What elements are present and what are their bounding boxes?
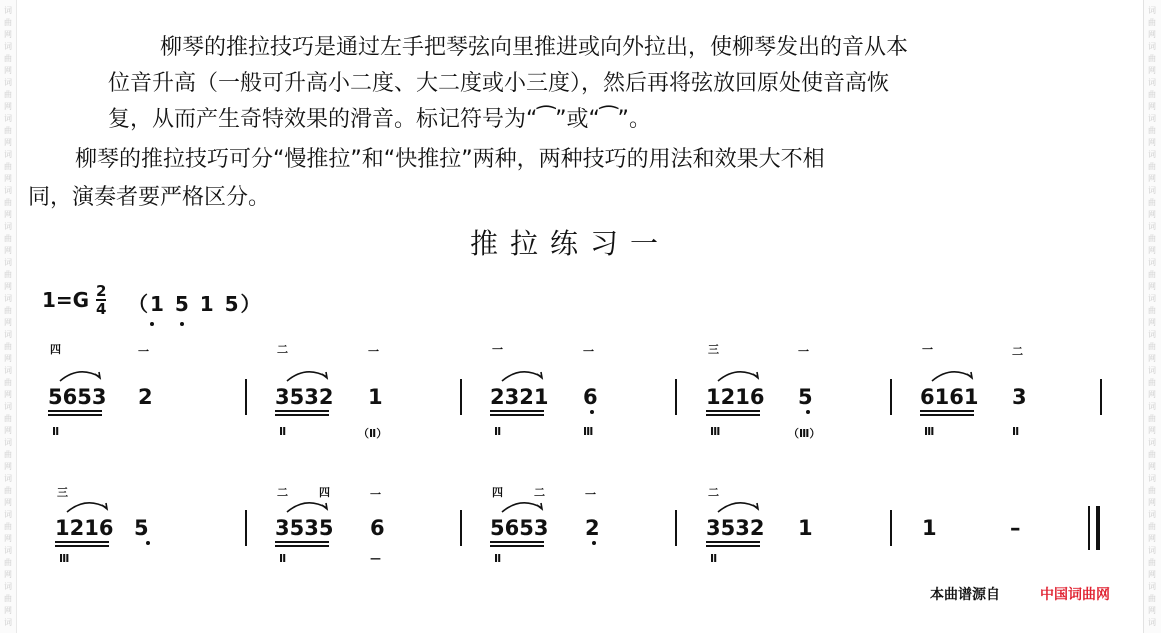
- watermark-glyph: 网: [1148, 210, 1156, 219]
- watermark-glyph: 词: [1148, 6, 1156, 15]
- time-signature-top: 2: [96, 282, 107, 300]
- watermark-glyph: 词: [4, 546, 12, 555]
- barline: [1100, 379, 1102, 415]
- paragraph-line-1: 柳琴的推拉技巧是通过左手把琴弦向里推进或向外拉出，使柳琴发出的音从本: [160, 35, 909, 60]
- watermark-glyph: 曲: [1148, 90, 1156, 99]
- underline-eighth: [48, 410, 102, 412]
- watermark-glyph: 词: [1148, 186, 1156, 195]
- note-group: 3532: [275, 385, 334, 409]
- watermark-glyph: 曲: [4, 450, 12, 459]
- watermark-glyph: 词: [4, 438, 12, 447]
- underline-eighth: [920, 410, 974, 412]
- note: 2: [138, 385, 153, 409]
- watermark-glyph: 词: [1148, 510, 1156, 519]
- fingering-mark: 三: [57, 486, 68, 499]
- watermark-glyph: 曲: [1148, 378, 1156, 387]
- watermark-glyph: 词: [4, 42, 12, 51]
- string-mark: Ⅲ: [583, 425, 594, 438]
- watermark-glyph: 网: [4, 462, 12, 471]
- watermark-glyph: 网: [1148, 354, 1156, 363]
- fingering-mark: 三: [708, 343, 719, 356]
- watermark-glyph: 网: [1148, 246, 1156, 255]
- string-mark: （Ⅲ）: [788, 427, 821, 440]
- watermark-glyph: 词: [1148, 258, 1156, 267]
- push-pull-arc-icon: [58, 367, 108, 383]
- watermark-glyph: 网: [4, 318, 12, 327]
- paragraph-line-2: 位音升高（一般可升高小二度、大二度或小三度），然后再将弦放回原处使音高恢: [108, 71, 890, 96]
- watermark-glyph: 词: [1148, 42, 1156, 51]
- watermark-glyph: 词: [4, 114, 12, 123]
- low-octave-dot: [806, 410, 810, 414]
- fingering-mark: 二: [277, 343, 288, 356]
- watermark-glyph: 词: [4, 618, 12, 627]
- watermark-glyph: 曲: [4, 54, 12, 63]
- barline: [460, 510, 462, 546]
- fingering-mark: 四: [492, 486, 503, 499]
- watermark-glyph: 网: [1148, 318, 1156, 327]
- string-mark: Ⅱ: [279, 552, 287, 565]
- watermark-glyph: 词: [4, 330, 12, 339]
- low-octave-dot: [150, 322, 154, 326]
- watermark-glyph: 词: [4, 150, 12, 159]
- note-group: 2321: [490, 385, 549, 409]
- paragraph-line-4: 柳琴的推拉技巧可分“慢推拉”和“快推拉”两种，两种技巧的用法和效果大不相: [75, 147, 825, 172]
- watermark-glyph: 网: [4, 30, 12, 39]
- note-group: 1216: [55, 516, 114, 540]
- watermark-glyph: 词: [4, 78, 12, 87]
- underline-sixteenth: [275, 414, 329, 416]
- push-pull-arc-icon: [930, 367, 980, 383]
- watermark-glyph: 词: [1148, 294, 1156, 303]
- watermark-glyph: 曲: [1148, 414, 1156, 423]
- note: 5: [134, 516, 149, 540]
- source-label: 本曲谱源自: [930, 587, 1000, 603]
- push-pull-arc-icon: [500, 498, 550, 514]
- underline-eighth: [55, 541, 109, 543]
- low-octave-dot: [592, 541, 596, 545]
- source-brand: 中国词曲网: [1040, 587, 1110, 603]
- note: 6: [583, 385, 598, 409]
- watermark-glyph: 词: [4, 402, 12, 411]
- fingering-mark: 二: [1012, 345, 1023, 358]
- fingering-mark: 二: [708, 486, 719, 499]
- underline-eighth: [490, 541, 544, 543]
- note: 5: [798, 385, 813, 409]
- note-group: 5653: [48, 385, 107, 409]
- watermark-glyph: 词: [4, 294, 12, 303]
- watermark-glyph: 词: [1148, 438, 1156, 447]
- watermark-glyph: 曲: [1148, 126, 1156, 135]
- note: 1: [368, 385, 383, 409]
- low-octave-dot: [180, 322, 184, 326]
- note-group: 1216: [706, 385, 765, 409]
- watermark-glyph: 曲: [4, 378, 12, 387]
- watermark-glyph: 曲: [1148, 270, 1156, 279]
- fingering-mark: 一: [368, 345, 379, 358]
- watermark-glyph: 词: [4, 366, 12, 375]
- watermark-glyph: 网: [4, 246, 12, 255]
- watermark-glyph: 曲: [1148, 594, 1156, 603]
- underline-sixteenth: [490, 414, 544, 416]
- watermark-glyph: 曲: [4, 234, 12, 243]
- watermark-glyph: 网: [4, 570, 12, 579]
- watermark-glyph: 网: [1148, 138, 1156, 147]
- watermark-glyph: 曲: [4, 162, 12, 171]
- watermark-glyph: 曲: [4, 558, 12, 567]
- string-mark: —: [370, 552, 381, 565]
- watermark-glyph: 曲: [1148, 18, 1156, 27]
- watermark-glyph: 曲: [1148, 450, 1156, 459]
- paragraph-line-3: 复，从而产生奇特效果的滑音。标记符号为“⁀”或“⁀”。: [108, 107, 651, 132]
- watermark-glyph: 曲: [1148, 306, 1156, 315]
- note-group: 6161: [920, 385, 979, 409]
- string-mark: Ⅱ: [494, 425, 502, 438]
- watermark-glyph: 网: [1148, 606, 1156, 615]
- watermark-glyph: 曲: [1148, 198, 1156, 207]
- watermark-glyph: 曲: [4, 486, 12, 495]
- barline: [675, 510, 677, 546]
- watermark-glyph: 词: [1148, 618, 1156, 627]
- barline: [675, 379, 677, 415]
- barline: [890, 510, 892, 546]
- string-mark: Ⅱ: [710, 552, 718, 565]
- fingering-mark: 一: [138, 345, 149, 358]
- watermark-glyph: 网: [1148, 570, 1156, 579]
- key-signature: 1=G: [42, 288, 90, 312]
- watermark-glyph: 曲: [4, 90, 12, 99]
- barline: [245, 510, 247, 546]
- watermark-glyph: 曲: [4, 414, 12, 423]
- note: 1: [798, 516, 813, 540]
- fingering-mark: 二: [277, 486, 288, 499]
- underline-sixteenth: [275, 545, 329, 547]
- watermark-glyph: 曲: [1148, 234, 1156, 243]
- note: 6: [370, 516, 385, 540]
- string-mark: Ⅱ: [1012, 425, 1020, 438]
- push-pull-arc-icon: [500, 367, 550, 383]
- sustain-dash: –: [1010, 516, 1021, 540]
- watermark-glyph: 曲: [4, 18, 12, 27]
- paragraph-line-5: 同，演奏者要严格区分。: [28, 185, 271, 210]
- watermark-glyph: 词: [1148, 366, 1156, 375]
- watermark-glyph: 网: [4, 606, 12, 615]
- watermark-glyph: 曲: [1148, 486, 1156, 495]
- underline-sixteenth: [706, 545, 760, 547]
- string-mark: Ⅱ: [279, 425, 287, 438]
- watermark-glyph: 词: [4, 258, 12, 267]
- watermark-glyph: 曲: [4, 522, 12, 531]
- fingering-mark: 一: [583, 345, 594, 358]
- string-mark: Ⅲ: [924, 425, 935, 438]
- watermark-glyph: 网: [1148, 462, 1156, 471]
- watermark-glyph: 网: [4, 390, 12, 399]
- note: 2: [585, 516, 600, 540]
- final-barline-thick: [1096, 506, 1100, 550]
- string-mark: Ⅱ: [494, 552, 502, 565]
- watermark-glyph: 词: [4, 6, 12, 15]
- exercise-title: 推拉练习一: [469, 227, 670, 260]
- note: 1: [922, 516, 937, 540]
- watermark-glyph: 网: [4, 66, 12, 75]
- watermark-glyph: 词: [4, 510, 12, 519]
- watermark-glyph: 曲: [1148, 522, 1156, 531]
- fingering-mark: 一: [922, 343, 933, 356]
- watermark-glyph: 曲: [1148, 558, 1156, 567]
- watermark-glyph: 网: [1148, 426, 1156, 435]
- underline-eighth: [275, 541, 329, 543]
- watermark-glyph: 网: [1148, 102, 1156, 111]
- string-mark: （Ⅱ）: [358, 427, 388, 440]
- watermark-glyph: 曲: [4, 342, 12, 351]
- final-barline-thin: [1088, 506, 1090, 550]
- underline-eighth: [706, 541, 760, 543]
- watermark-glyph: 网: [4, 498, 12, 507]
- push-pull-arc-icon: [285, 498, 335, 514]
- underline-eighth: [275, 410, 329, 412]
- watermark-glyph: 词: [4, 582, 12, 591]
- underline-eighth: [706, 410, 760, 412]
- fingering-mark: 一: [492, 343, 503, 356]
- watermark-glyph: 网: [1148, 498, 1156, 507]
- time-signature-bottom: 4: [96, 299, 107, 318]
- watermark-glyph: 曲: [1148, 54, 1156, 63]
- string-mark: Ⅲ: [710, 425, 721, 438]
- barline: [890, 379, 892, 415]
- watermark-glyph: 词: [4, 186, 12, 195]
- underline-sixteenth: [920, 414, 974, 416]
- watermark-glyph: 词: [1148, 582, 1156, 591]
- watermark-glyph: 网: [1148, 30, 1156, 39]
- underline-sixteenth: [48, 414, 102, 416]
- fingering-mark: 一: [585, 488, 596, 501]
- fingering-mark: 四: [50, 343, 61, 356]
- note-group: 5653: [490, 516, 549, 540]
- time-signature: [96, 284, 106, 316]
- watermark-glyph: 词: [1148, 150, 1156, 159]
- underline-sixteenth: [55, 545, 109, 547]
- watermark-glyph: 网: [4, 210, 12, 219]
- underline-sixteenth: [490, 545, 544, 547]
- push-pull-arc-icon: [285, 367, 335, 383]
- watermark-glyph: 网: [4, 174, 12, 183]
- watermark-glyph: 词: [4, 222, 12, 231]
- underline-sixteenth: [706, 414, 760, 416]
- watermark-glyph: 词: [1148, 546, 1156, 555]
- watermark-glyph: 曲: [1148, 342, 1156, 351]
- barline: [460, 379, 462, 415]
- watermark-glyph: 词: [1148, 78, 1156, 87]
- watermark-glyph: 词: [1148, 114, 1156, 123]
- watermark-glyph: 词: [1148, 402, 1156, 411]
- watermark-glyph: 网: [4, 534, 12, 543]
- watermark-glyph: 曲: [1148, 162, 1156, 171]
- low-octave-dot: [590, 410, 594, 414]
- push-pull-arc-icon: [716, 367, 766, 383]
- watermark-glyph: 词: [1148, 222, 1156, 231]
- watermark-glyph: 曲: [4, 594, 12, 603]
- watermark-glyph: 词: [1148, 330, 1156, 339]
- watermark-glyph: 网: [4, 282, 12, 291]
- fingering-mark: 一: [370, 488, 381, 501]
- note-group: 3532: [706, 516, 765, 540]
- fingering-mark: 四: [319, 486, 330, 499]
- note: 3: [1012, 385, 1027, 409]
- watermark-glyph: 曲: [4, 198, 12, 207]
- watermark-glyph: 曲: [4, 306, 12, 315]
- watermark-glyph: 网: [4, 138, 12, 147]
- fingering-mark: 一: [798, 345, 809, 358]
- underline-eighth: [490, 410, 544, 412]
- watermark-glyph: 网: [1148, 390, 1156, 399]
- watermark-glyph: 曲: [4, 270, 12, 279]
- fingering-mark: 二: [534, 486, 545, 499]
- string-mark: Ⅱ: [52, 425, 60, 438]
- intro-notes: （1 5 1 5）: [128, 292, 263, 316]
- watermark-glyph: 词: [1148, 474, 1156, 483]
- watermark-glyph: 网: [1148, 534, 1156, 543]
- low-octave-dot: [146, 541, 150, 545]
- watermark-glyph: 网: [4, 354, 12, 363]
- watermark-glyph: 网: [1148, 66, 1156, 75]
- note-group: 3535: [275, 516, 334, 540]
- watermark-glyph: 词: [4, 474, 12, 483]
- barline: [245, 379, 247, 415]
- watermark-glyph: 曲: [4, 126, 12, 135]
- watermark-glyph: 网: [4, 426, 12, 435]
- watermark-glyph: 网: [1148, 282, 1156, 291]
- push-pull-arc-icon: [65, 498, 115, 514]
- push-pull-arc-icon: [716, 498, 766, 514]
- watermark-glyph: 网: [4, 102, 12, 111]
- string-mark: Ⅲ: [59, 552, 70, 565]
- watermark-glyph: 网: [1148, 174, 1156, 183]
